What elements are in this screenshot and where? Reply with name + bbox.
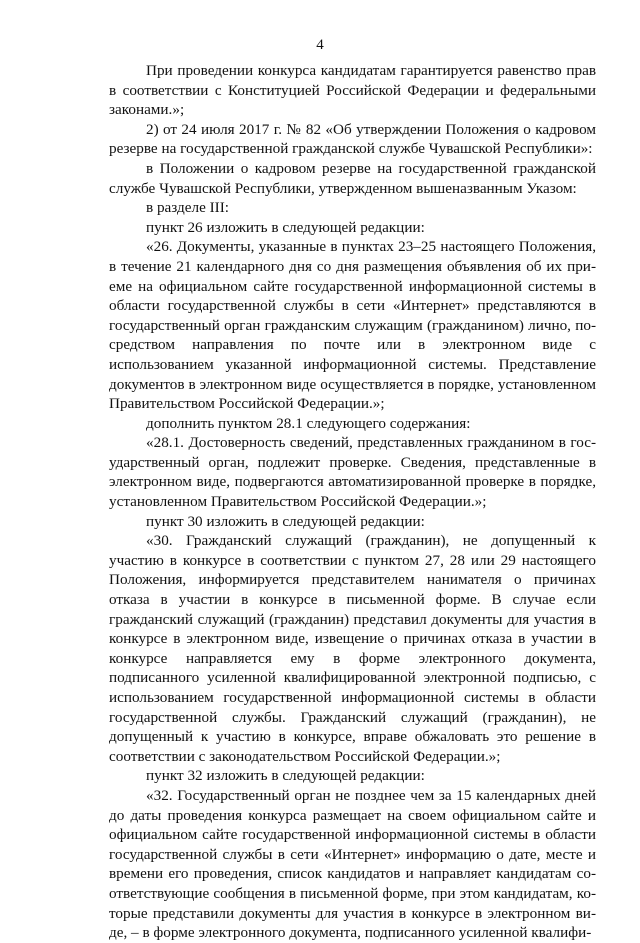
paragraph-clause-28-1-text: «28.1. Достоверность сведений, представленных гражданином в государственный орган, подлежит проверке. Сведения, представленные в электронном виде, подвергаются автоматизированной проверке в порядке, установленном Правительством Российской Федерации.»; xyxy=(109,434,596,511)
paragraph-regulation-intro: в Положении о кадровом резерве на государственной гражданской службе Чувашской Республики, утвержденном вышеназванным Указом: xyxy=(109,159,596,197)
paragraph-decree-82: 2) от 24 июля 2017 г. № 82 «Об утверждении Положения о кадровом резерве на государственной гражданской службе Чувашской Республики»: xyxy=(109,120,596,158)
paragraph-clause-28-1-instruction: дополнить пунктом 28.1 следующего содержания: xyxy=(146,414,471,432)
paragraph-competition-equality: При проведении конкурса кандидатам гарантируется равенство прав в соответствии с Конституцией Российской Федерации и федеральными законами.»; xyxy=(109,62,596,119)
paragraph-clause-26-text: «26. Документы, указанные в пунктах 23–25 настоящего Положения, в течение 21 календарного дня со дня размещения объявления об их приеме на официальном сайте государственной информационной системы в области государственной службы в сети «Интернет» представляются в государственный орган гражданским служащим (гражданином) лично, посредством направления по почте или в электронном виде с использованием указанной информационной системы. Представление документов в электронном виде осуществляется в порядке, установленном Правительством Российской Федерации.»; xyxy=(109,238,596,413)
page-number: 4 xyxy=(316,37,324,53)
paragraph-clause-26-instruction: пункт 26 изложить в следующей редакции: xyxy=(146,218,425,236)
paragraph-clause-32-text: «32. Государственный орган не позднее чем за 15 календарных дней до даты проведения конкурса размещает на своем официальном сайте и официальном сайте государственной информационной системы в области государственной службы в сети «Интернет» информацию о дате, месте и времени его проведения, список кандидатов и направляет кандидатам соответствующие сообщения в письменной форме, при этом кандидатам, которые представили документы для участия в конкурсе в электронном виде, – в форме электронного документа, подписанного усиленной квалифи- xyxy=(109,786,596,942)
paragraph-section-iii: в разделе III: xyxy=(146,199,230,217)
paragraph-clause-30-text: «30. Гражданский служащий (гражданин), не допущенный к участию в конкурсе в соответствии с пунктом 27, 28 или 29 настоящего Положения, информируется представителем нанимателя о причинах отказа в участии в конкурсе в письменной форме. В случае если гражданский служащий (гражданин) представил документы для участия в конкурсе в электронном виде, извещение о причинах отказа в участии в конкурсе направляется ему в форме электронного документа, подписанного усиленной квалифицированной электронной подписью, с использованием государственной информационной системы в области государственной службы. Гражданский служащий (гражданин), не допущенный к участию в конкурсе, вправе обжаловать это решение в соответствии с законодательством Российской Федерации.»; xyxy=(109,532,596,765)
paragraph-clause-32-instruction: пункт 32 изложить в следующей редакции: xyxy=(146,767,425,785)
paragraph-clause-30-instruction: пункт 30 изложить в следующей редакции: xyxy=(146,512,425,530)
document-body xyxy=(109,61,596,943)
